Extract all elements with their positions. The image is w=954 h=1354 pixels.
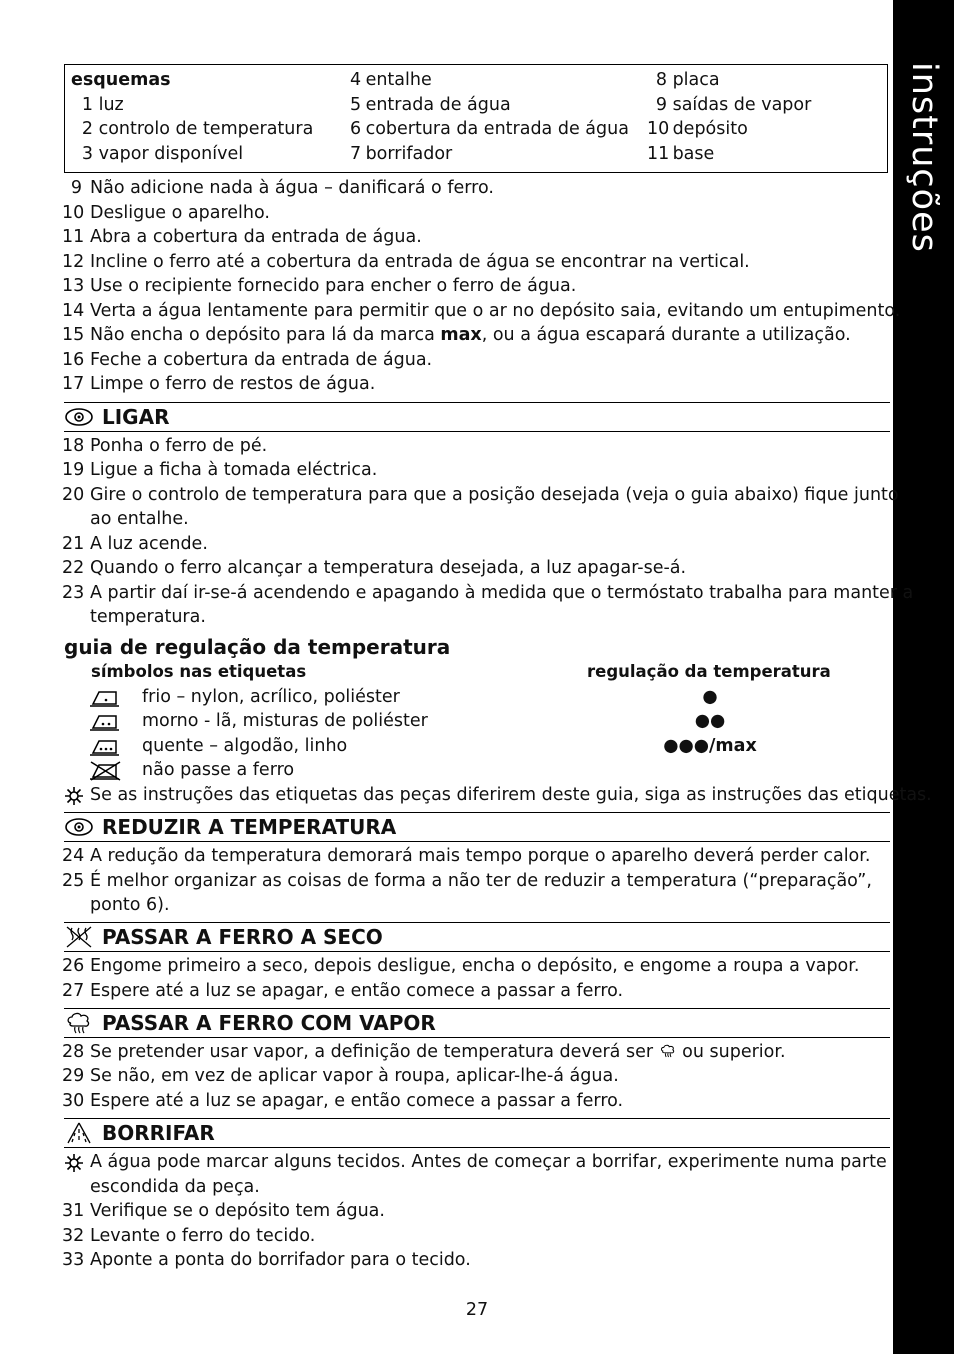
- list-item: 3 vapor disponível: [81, 143, 244, 164]
- schemes-col-3: [647, 68, 811, 166]
- schemes-col-1: [71, 68, 313, 166]
- eye-icon: [64, 815, 94, 839]
- steam-icon: [64, 1011, 94, 1035]
- guide-row-1-setting: ●: [702, 687, 718, 707]
- guide-row-4-label: não passe a ferro: [142, 760, 295, 780]
- list-item: 9 saídas de vapor: [655, 94, 812, 115]
- section-header-dry: PASSAR A FERRO A SECO: [64, 922, 890, 952]
- iron-three-dots-icon: [88, 737, 122, 757]
- list-item: 7 borrifador: [350, 143, 453, 164]
- iron-crossed-icon: [88, 761, 122, 781]
- side-tab-label: instruções: [904, 62, 944, 253]
- guide-row-3-setting: ●●●/max: [663, 736, 757, 756]
- list-item: 4 entalhe: [350, 70, 432, 90]
- guide-title: guia de regulação da temperatura: [64, 635, 451, 659]
- schemes-col-2: [350, 68, 629, 166]
- iron-two-dots-icon: [88, 712, 122, 732]
- schemes-box: [64, 64, 888, 173]
- eye-icon: [64, 405, 94, 429]
- schemes-title: esquemas: [71, 70, 171, 90]
- section-header-reduce: REDUZIR A TEMPERATURA: [64, 812, 890, 842]
- tip-icon: [64, 1153, 84, 1173]
- tip-icon: [64, 786, 84, 806]
- page-number: 27: [465, 1300, 489, 1320]
- steam-icon: [659, 1043, 677, 1059]
- list-item: 11 base: [647, 143, 715, 164]
- list-item: 1 luz: [81, 94, 124, 115]
- guide-row-2-label: morno - lã, misturas de poliéster: [142, 711, 428, 731]
- iron-one-dot-icon: [88, 688, 122, 708]
- section-header-on: LIGAR: [64, 402, 890, 432]
- list-item: 5 entrada de água: [350, 94, 511, 115]
- guide-row-1-label: frio – nylon, acrílico, poliéster: [142, 687, 400, 707]
- list-item: 10 depósito: [647, 119, 748, 139]
- list-item: 8 placa: [655, 70, 720, 90]
- section-header-steam: PASSAR A FERRO COM VAPOR: [64, 1008, 890, 1038]
- no-steam-icon: [64, 925, 94, 949]
- guide-row-2-setting: ●●: [694, 711, 726, 731]
- spray-icon: [64, 1121, 94, 1145]
- section-header-spray: BORRIFAR: [64, 1118, 890, 1148]
- list-item: 6 cobertura da entrada de água: [350, 119, 629, 139]
- guide-col-setting: regulação da temperatura: [587, 662, 831, 681]
- guide-row-3-label: quente – algodão, linho: [142, 736, 348, 756]
- guide-col-symbols: símbolos nas etiquetas: [91, 662, 307, 681]
- list-item: 2 controlo de temperatura: [81, 119, 314, 139]
